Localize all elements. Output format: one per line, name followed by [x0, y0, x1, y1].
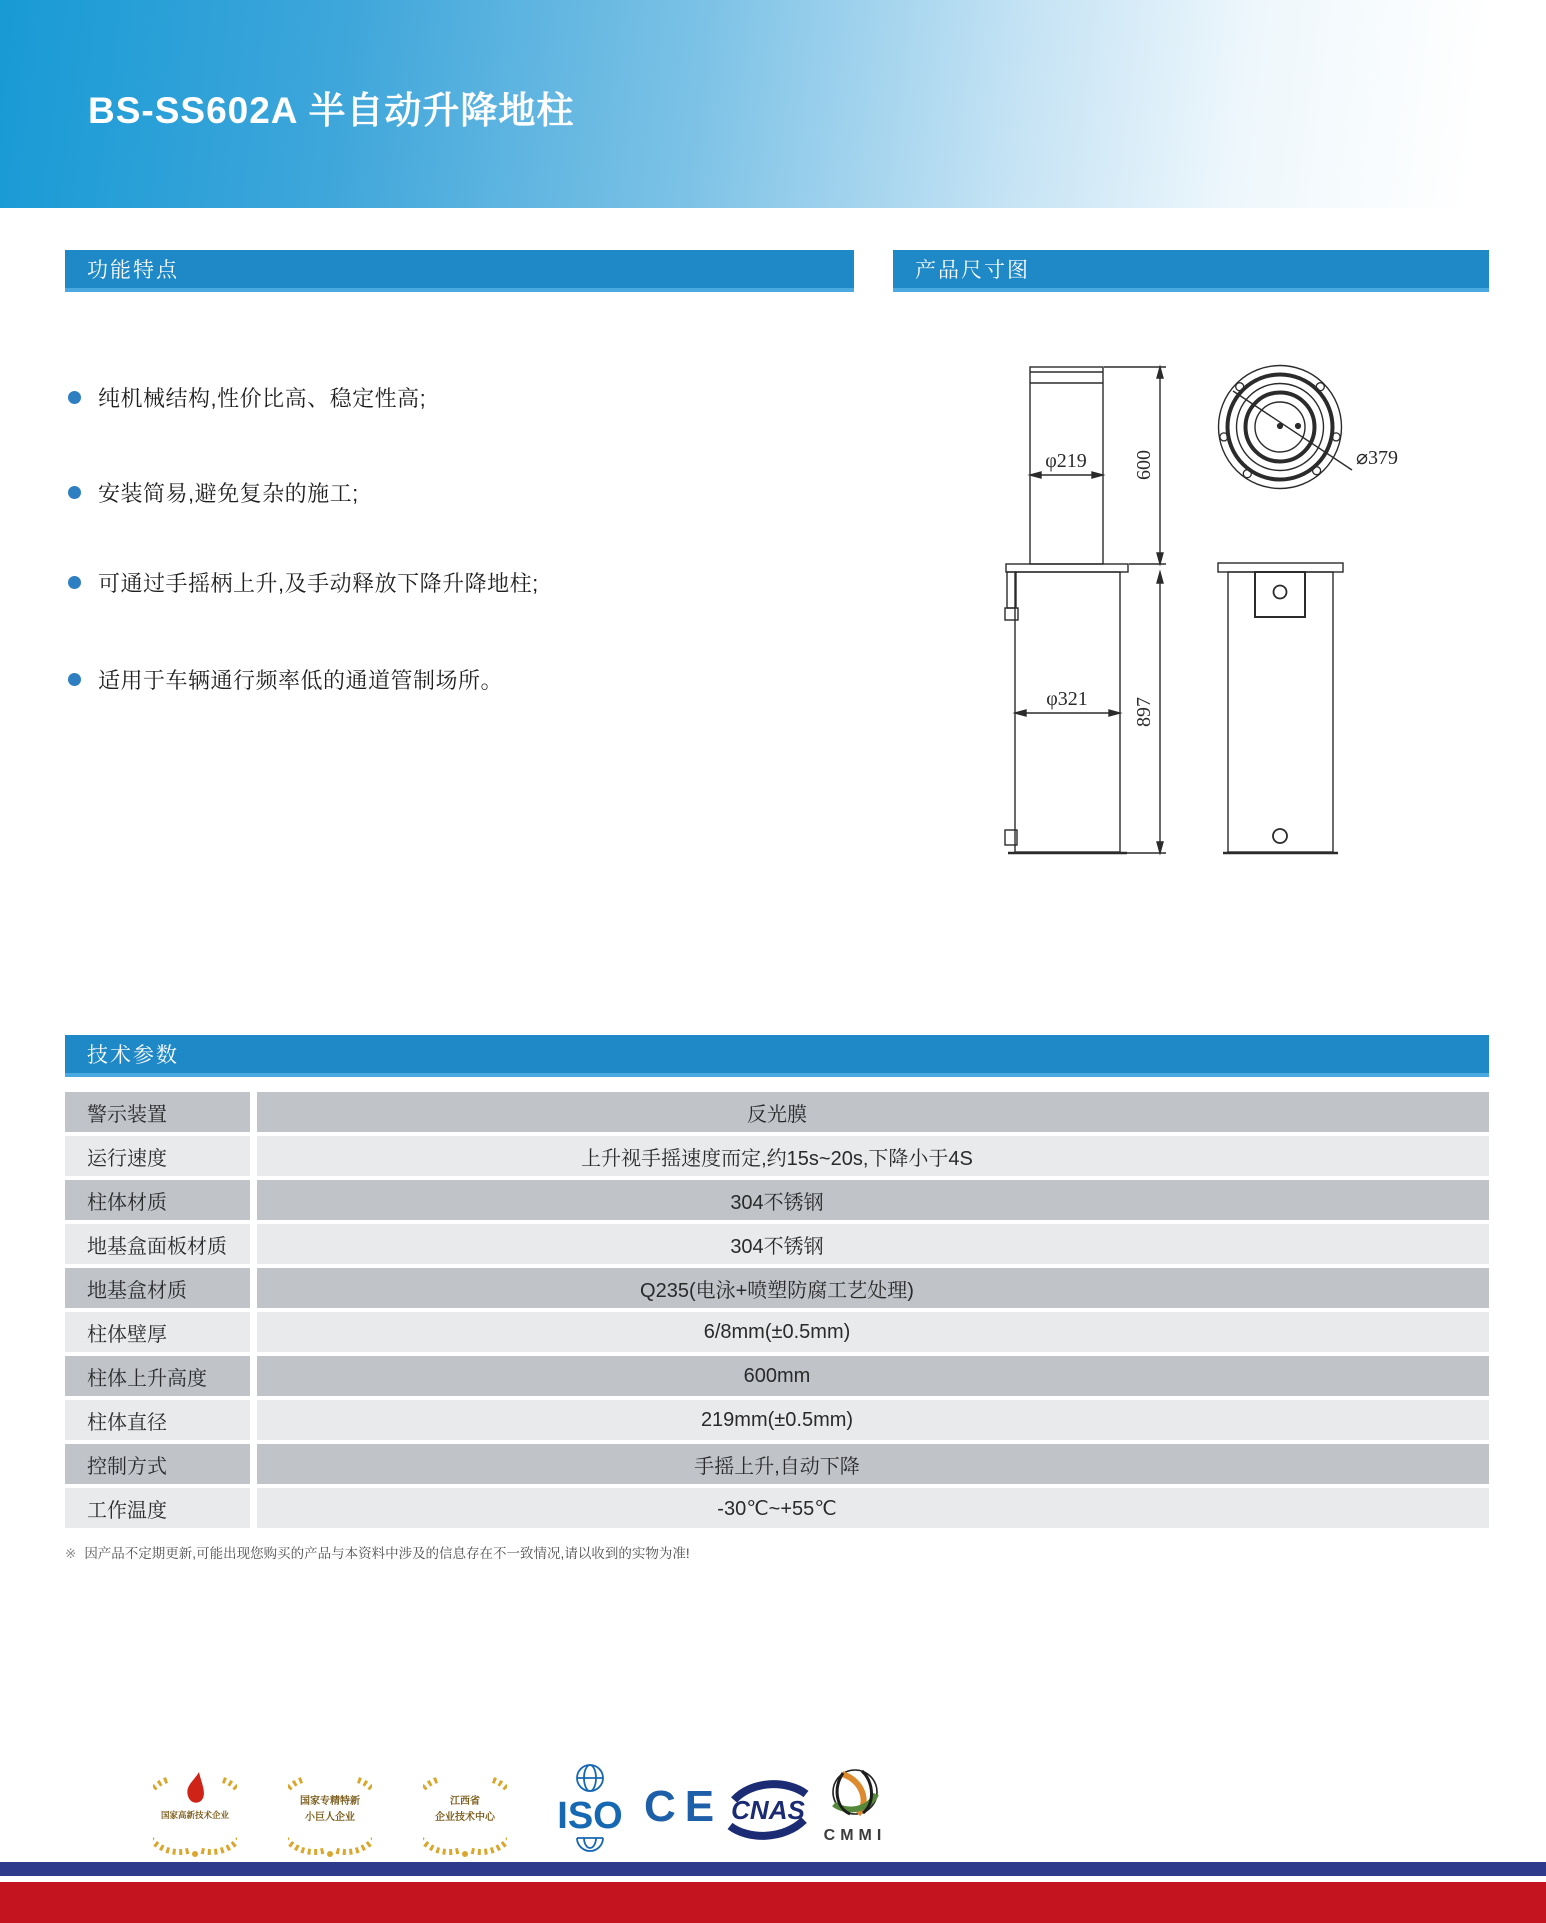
- specs-section-title: 技术参数: [87, 1044, 179, 1067]
- header-banner: [0, 0, 1546, 208]
- bullet-dot-icon: [68, 486, 81, 499]
- dimension-base-diameter: [1015, 688, 1120, 716]
- feature-item: [68, 382, 426, 413]
- cert-label: ISO: [557, 1795, 623, 1837]
- sphere-icon: [833, 1770, 877, 1814]
- spec-value: Q235(电泳+喷塑防腐工艺处理): [257, 1268, 1489, 1308]
- cert-label: CE: [644, 1782, 724, 1831]
- base-height-label: 897: [1133, 697, 1155, 727]
- spec-value: -30℃~+55℃: [257, 1488, 1489, 1528]
- table-row: [65, 1180, 1489, 1220]
- table-row: [65, 1400, 1489, 1440]
- dimension-front-height: [1104, 367, 1166, 564]
- table-row: [65, 1312, 1489, 1352]
- footer-navy-stripe: [0, 1862, 1546, 1876]
- feature-item: [68, 567, 539, 598]
- features-section-title: 功能特点: [87, 259, 179, 282]
- section-bar-dimensions: [893, 250, 1489, 292]
- spec-label: 控制方式: [65, 1444, 250, 1484]
- spec-value: 上升视手摇速度而定,约15s~20s,下降小于4S: [257, 1136, 1489, 1176]
- cert-label: CNAS: [731, 1795, 805, 1825]
- table-row: [65, 1268, 1489, 1308]
- cert-logo-national-hightech: [153, 1762, 237, 1858]
- feature-item: [68, 477, 359, 508]
- cert-logo-cnas: [718, 1776, 818, 1844]
- cert-label: 企业技术中心: [435, 1812, 495, 1823]
- spec-label: 柱体上升高度: [65, 1356, 250, 1396]
- cert-logo-little-giant: [288, 1762, 372, 1858]
- cert-label: 国家专精特新: [300, 1796, 360, 1807]
- cert-logo-cmmi: [812, 1764, 898, 1846]
- bullet-dot-icon: [68, 673, 81, 686]
- section-bar-features: [65, 250, 854, 292]
- spec-label: 警示装置: [65, 1092, 250, 1132]
- feature-text: 纯机械结构,性价比高、稳定性高;: [98, 386, 427, 411]
- table-row: [65, 1356, 1489, 1396]
- cert-logo-ce: [644, 1782, 723, 1832]
- feature-item: [68, 664, 503, 695]
- side-view-foundation: [1218, 563, 1343, 853]
- footnote-marker: ※: [65, 1546, 77, 1561]
- spec-label: 工作温度: [65, 1488, 250, 1528]
- spec-label: 地基盒材质: [65, 1268, 250, 1308]
- table-row: [65, 1136, 1489, 1176]
- front-diameter-label: φ219: [1045, 450, 1087, 472]
- footer-red-stripe: [0, 1882, 1546, 1923]
- table-row: [65, 1092, 1489, 1132]
- dimension-front-diameter: [1030, 450, 1103, 478]
- spec-value: 600mm: [257, 1356, 1489, 1396]
- spec-value: 6/8mm(±0.5mm): [257, 1312, 1489, 1352]
- spec-label: 柱体壁厚: [65, 1312, 250, 1352]
- table-row: [65, 1224, 1489, 1264]
- spec-value: 219mm(±0.5mm): [257, 1400, 1489, 1440]
- footnote-text: 因产品不定期更新,可能出现您购买的产品与本资料中涉及的信息存在不一致情况,请以收到的实物为准!: [84, 1546, 690, 1561]
- cert-logo-iso: [545, 1762, 635, 1858]
- spec-value: 反光膜: [257, 1092, 1489, 1132]
- bullet-dot-icon: [68, 576, 81, 589]
- feature-text: 安装简易,避免复杂的施工;: [98, 481, 359, 506]
- top-view-flange: [1219, 366, 1399, 489]
- bullet-dot-icon: [68, 391, 81, 404]
- flange-diameter-label: ⌀379: [1356, 447, 1399, 469]
- spec-value: 304不锈钢: [257, 1180, 1489, 1220]
- table-row: [65, 1488, 1489, 1528]
- dimension-base-height: [1122, 572, 1166, 853]
- front-height-label: 600: [1133, 450, 1155, 480]
- front-view-bollard: [1005, 367, 1128, 853]
- spec-label: 柱体直径: [65, 1400, 250, 1440]
- spec-value: 304不锈钢: [257, 1224, 1489, 1264]
- cert-logo-jiangxi-tech-center: [423, 1762, 507, 1858]
- cert-label: CMMI: [823, 1827, 887, 1844]
- table-row: [65, 1444, 1489, 1484]
- base-diameter-label: φ321: [1046, 688, 1088, 710]
- disclaimer-footnote: [65, 1542, 690, 1562]
- feature-text: 适用于车辆通行频率低的通道管制场所。: [98, 668, 504, 693]
- spec-label: 运行速度: [65, 1136, 250, 1176]
- cert-label: 小巨人企业: [305, 1812, 355, 1823]
- spec-table: [65, 1092, 1489, 1532]
- page-title: BS-SS602A 半自动升降地柱: [88, 90, 575, 131]
- cert-label: 江西省: [450, 1796, 480, 1807]
- spec-label: 柱体材质: [65, 1180, 250, 1220]
- spec-value: 手摇上升,自动下降: [257, 1444, 1489, 1484]
- spec-label: 地基盒面板材质: [65, 1224, 250, 1264]
- feature-text: 可通过手摇柄上升,及手动释放下降升降地柱;: [98, 571, 539, 596]
- dimension-drawing: [1000, 360, 1420, 860]
- cert-label: 国家高新技术企业: [160, 1810, 230, 1820]
- section-bar-specs: [65, 1035, 1489, 1077]
- flame-icon: [187, 1772, 204, 1803]
- dimensions-section-title: 产品尺寸图: [915, 259, 1030, 282]
